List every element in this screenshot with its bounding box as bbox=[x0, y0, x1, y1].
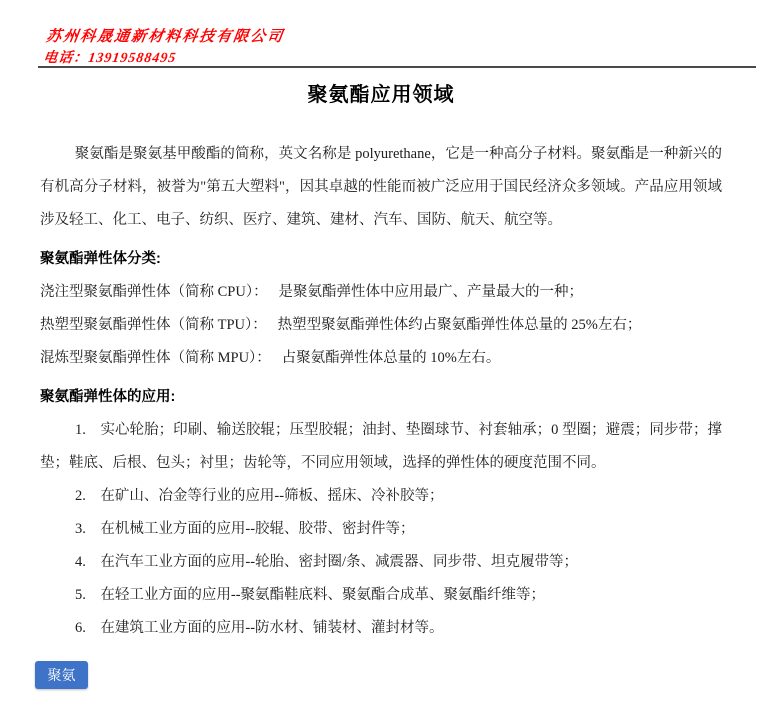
document-body bbox=[40, 84, 722, 645]
letterhead bbox=[42, 28, 285, 67]
application-item-3: 3. 在机械工业方面的应用--胶辊、胶带、密封件等； bbox=[75, 521, 415, 537]
application-heading: 聚氨酯弹性体的应用: bbox=[40, 389, 176, 405]
classification-item-mpu: 混炼型聚氨酯弹性体（简称 MPU）： 占聚氨酯弹性体总量的 10%左右。 bbox=[40, 350, 501, 366]
content bbox=[40, 138, 722, 645]
header-divider bbox=[38, 66, 756, 68]
classification-item-tpu: 热塑型聚氨酯弹性体（简称 TPU）： 热塑型聚氨酯弹性体约占聚氨酯弹性体总量的 25%左右； bbox=[40, 317, 642, 333]
company-name: 苏州科晟通新材料科技有限公司 bbox=[45, 29, 286, 45]
application-item-2: 2. 在矿山、冶金等行业的应用--筛板、摇床、冷补胶等； bbox=[75, 488, 444, 504]
selection-popup-button[interactable]: 聚氨 bbox=[35, 661, 88, 689]
application-item-5: 5. 在轻工业方面的应用--聚氨酯鞋底料、聚氨酯合成革、聚氨酯纤维等； bbox=[75, 587, 546, 603]
intro-paragraph: 聚氨酯是聚氨基甲酸酯的简称，英文名称是 polyurethane，它是一种高分子材料。聚氨酯是一种新兴的有机高分子材料，被誉为"第五大塑料"，因其卓越的性能而被广泛应用于国民经济众多领域。产品应用领域涉及轻工、化工、电子、纺织、医疗、建筑、建材、汽车、国防、航天、航空等。 bbox=[40, 146, 722, 228]
classification-heading: 聚氨酯弹性体分类: bbox=[40, 251, 161, 267]
phone-number: 电话：13919588495 bbox=[42, 51, 178, 66]
application-item-6: 6. 在建筑工业方面的应用--防水材、铺装材、灌封材等。 bbox=[75, 620, 444, 636]
application-item-1: 1. 实心轮胎；印刷、输送胶辊；压型胶辊；油封、垫圈球节、衬套轴承；0 型圈；避震；同步带；撑垫；鞋底、后根、包头；衬里；齿轮等，不同应用领域，选择的弹性体的硬度范围不同。 bbox=[40, 422, 722, 471]
classification-item-cpu: 浇注型聚氨酯弹性体（简称 CPU）： 是聚氨酯弹性体中应用最广、产量最大的一种； bbox=[40, 284, 583, 300]
page-title: 聚氨酯应用领域 bbox=[307, 84, 455, 106]
application-item-4: 4. 在汽车工业方面的应用--轮胎、密封圈/条、减震器、同步带、坦克履带等； bbox=[75, 554, 579, 570]
